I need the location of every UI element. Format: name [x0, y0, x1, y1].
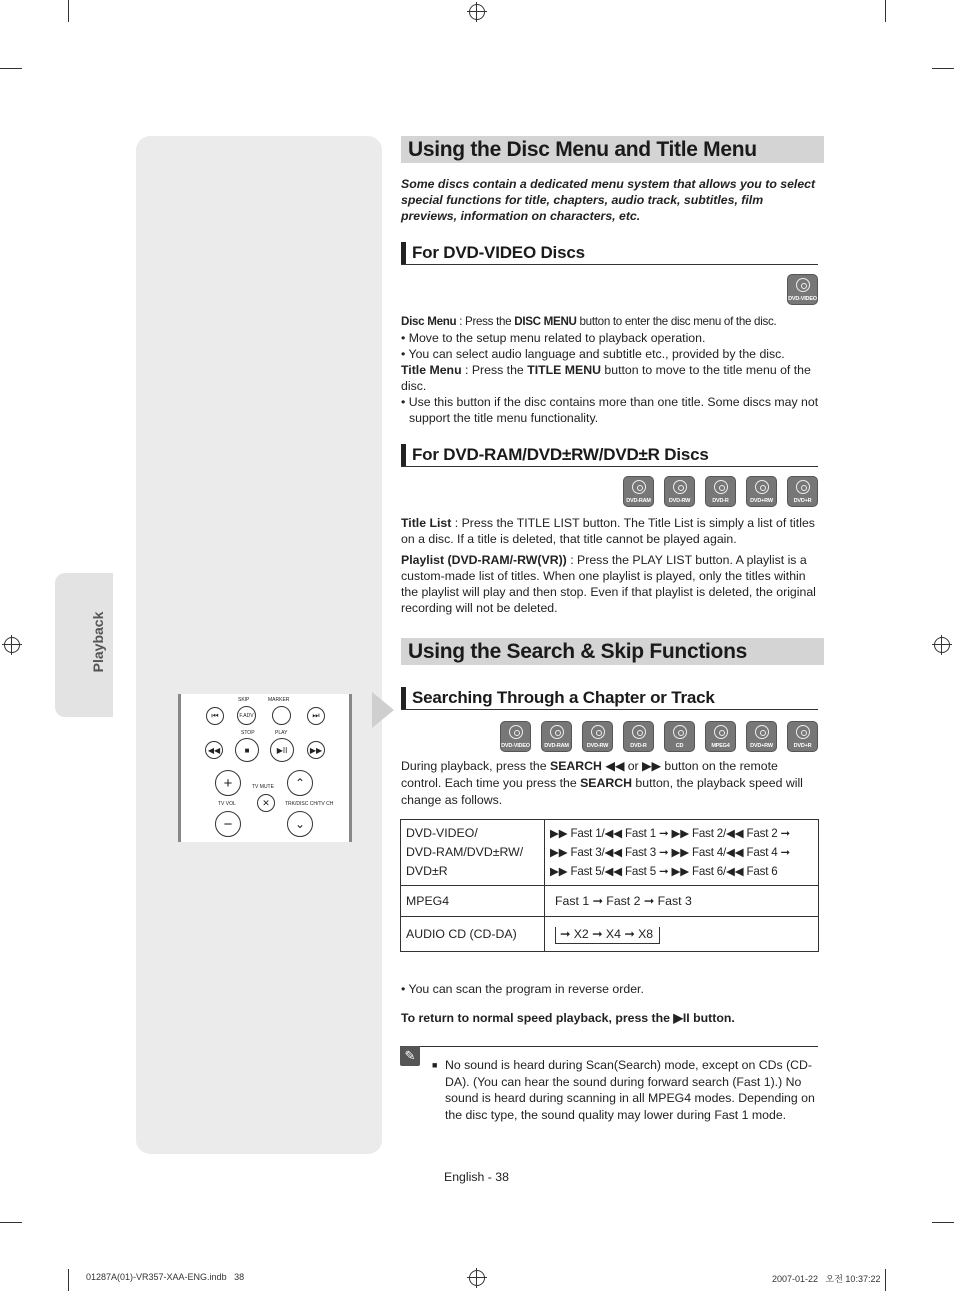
section-title: Using the Disc Menu and Title Menu: [408, 138, 757, 161]
crop-mark: [68, 1269, 69, 1291]
disc-icon-label: DVD+R: [793, 498, 812, 504]
crop-mark: [885, 1269, 886, 1291]
remote-label: STOP: [241, 730, 255, 736]
remote-control-illustration: [178, 694, 352, 842]
remote-label: MARKER: [268, 697, 290, 703]
disc-icon-label: MPEG4: [711, 743, 730, 749]
speed-line: Fast 1 ➞ Fast 2 ➞ Fast 3: [555, 893, 692, 908]
section-side-tab-label: Playback: [90, 611, 106, 673]
table-row: [401, 917, 819, 952]
remote-label: F.ADV: [239, 712, 254, 719]
dvd-rw-disc-icon: [664, 476, 695, 507]
crop-mark: [68, 0, 69, 22]
media-cell: DVD-VIDEO/ DVD-RAM/DVD±RW/ DVD±R: [401, 820, 545, 886]
disc-icon-label: DVD-R: [630, 743, 647, 749]
term: Playlist (DVD-RAM/-RW(VR)): [401, 553, 567, 567]
disc-icon-label: DVD-RAM: [626, 498, 651, 504]
file-info: 01287A(01)-VR357-XAA-ENG.indb 38: [86, 1272, 245, 1282]
search-forward-icon: ▶▶: [307, 741, 325, 759]
media-cell: AUDIO CD (CD-DA): [401, 917, 545, 952]
dvd-ram-disc-icon: [541, 721, 572, 752]
remote-label: TV MUTE: [252, 784, 274, 790]
heading-marker: [401, 687, 406, 709]
crop-mark: [932, 1222, 954, 1223]
note-pencil-icon: ✎: [400, 1046, 420, 1066]
bullet: • You can select audio language and subtitle etc., provided by the disc.: [401, 347, 785, 361]
stop-icon: ■: [235, 738, 259, 762]
table-row: [401, 886, 819, 917]
bullet-square-icon: ■: [432, 1060, 438, 1070]
disc-menu-description: [401, 314, 819, 426]
dvd-plus-rw-disc-icon: [746, 476, 777, 507]
skip-back-icon: ⏮: [206, 707, 224, 725]
text: button to enter the disc menu of the disc.: [576, 315, 777, 328]
dvd-plus-r-disc-icon: [787, 476, 818, 507]
crop-mark: [885, 0, 886, 22]
channel-up-icon: ⌃: [287, 770, 313, 796]
dvd-ram-disc-icon: [623, 476, 654, 507]
key-name: SEARCH: [580, 776, 633, 790]
section-title-bar: [401, 136, 824, 163]
text: : Press the: [456, 315, 515, 328]
return-instruction: To return to normal speed playback, press the ▶II button.: [401, 1011, 735, 1025]
dvd-plus-rw-disc-icon: [746, 721, 777, 752]
speed-cell: [545, 820, 819, 886]
mpeg4-disc-icon: [705, 721, 736, 752]
skip-forward-icon: ⏭: [307, 707, 325, 725]
dvd-r-disc-icon: [705, 476, 736, 507]
volume-down-icon: −: [215, 811, 241, 837]
dvd-video-disc-icon: [500, 721, 531, 752]
section-title: Using the Search & Skip Functions: [408, 640, 747, 663]
term: Title List: [401, 516, 452, 530]
subsection-heading-text: Searching Through a Chapter or Track: [412, 688, 715, 707]
speed-cell: [545, 886, 819, 917]
term: Title Menu: [401, 363, 462, 377]
disc-icon-label: DVD-RAM: [544, 743, 569, 749]
disc-icon-label: DVD-RW: [668, 498, 691, 504]
title-list-description: [401, 515, 819, 616]
section-title-bar: [401, 638, 824, 665]
dvd-video-disc-icon: [787, 274, 818, 305]
text: During playback, press the: [401, 759, 551, 773]
play-pause-icon: ▶II: [270, 738, 294, 762]
speed-line: ▶▶ Fast 3/◀◀ Fast 3 ➞ ▶▶ Fast 4/◀◀ Fast 4 ➞: [550, 846, 791, 859]
subsection-heading: [401, 687, 818, 710]
search-speed-table: [400, 819, 819, 952]
text: ◀◀ or ▶▶ button on the remote control. Each time you press the: [401, 759, 778, 790]
remote-label: TRK/DISC CH/TV CH: [285, 801, 334, 807]
subsection-heading: [401, 444, 818, 467]
disc-icon-label: DVD+RW: [750, 743, 773, 749]
text: : Press the TITLE LIST button. The Title List is simply a list of titles on a disc. If a title is deleted, that title cannot be played again.: [401, 516, 815, 546]
text: button to move to the title menu of the disc.: [401, 363, 811, 393]
reverse-note: • You can scan the program in reverse order.: [401, 982, 644, 996]
disc-icon-label: DVD+R: [793, 743, 812, 749]
remote-label: TV VOL: [218, 801, 236, 807]
disc-icon-label: DVD-VIDEO: [501, 743, 530, 749]
text: button, the playback speed will change as follows.: [401, 776, 803, 807]
remote-label: PLAY: [275, 730, 288, 736]
table-row: [401, 820, 819, 886]
disc-icon-label: CD: [675, 743, 684, 749]
heading-marker: [401, 444, 406, 466]
cd-disc-icon: [664, 721, 695, 752]
marker-button: [272, 706, 291, 725]
speed-line: ▶▶ Fast 1/◀◀ Fast 1 ➞ ▶▶ Fast 2/◀◀ Fast 2 ➞: [550, 827, 791, 840]
disc-icon-label: DVD+RW: [750, 498, 773, 504]
crop-mark: [932, 68, 954, 69]
dvd-plus-r-disc-icon: [787, 721, 818, 752]
note-text: No sound is heard during Scan(Search) mode, except on CDs (CD-DA). (You can hear the sound during forward search (Fast 1).) No sound is heard during scanning in all MPEG4 modes. Depending on the disc type, the sound quality may lower during Fast 1 mode.: [445, 1058, 815, 1122]
registration-mark-icon: [4, 637, 20, 653]
crop-mark: [0, 68, 22, 69]
fadv-button: [237, 706, 256, 725]
remote-label: SKIP: [238, 697, 250, 703]
key-name: SEARCH: [550, 759, 602, 773]
speed-cell: [545, 917, 819, 952]
media-cell: MPEG4: [401, 886, 545, 917]
heading-marker: [401, 242, 406, 264]
bullet: • Move to the setup menu related to playback operation.: [401, 331, 706, 345]
search-back-icon: ◀◀: [205, 741, 223, 759]
search-instructions: [401, 758, 819, 809]
bullet: • Use this button if the disc contains more than one title. Some discs may not support the title menu functionality.: [401, 395, 819, 425]
registration-mark-icon: [934, 637, 950, 653]
dvd-rw-disc-icon: [582, 721, 613, 752]
page-number: English - 38: [444, 1170, 509, 1184]
note-divider: [400, 1046, 818, 1047]
speed-line: ▶▶ Fast 5/◀◀ Fast 5 ➞ ▶▶ Fast 6/◀◀ Fast 6: [550, 865, 778, 878]
text: : Press the PLAY LIST button. A playlist is a custom-made list of titles. When one playlist is played, only the titles within the playlist will play and then stop. Even if that playlist is deleted, the original recording will not be deleted.: [401, 553, 816, 615]
key-name: DISC MENU: [514, 315, 577, 328]
pointer-arrow-icon: [372, 692, 394, 728]
crop-mark: [0, 1222, 22, 1223]
volume-up-icon: +: [215, 770, 241, 796]
subsection-heading-text: For DVD-RAM/DVD±RW/DVD±R Discs: [412, 445, 709, 464]
subsection-heading: [401, 242, 818, 265]
channel-down-icon: ⌄: [287, 811, 313, 837]
speed-line: ➞ X2 ➞ X4 ➞ X8: [555, 927, 660, 944]
disc-icon-label: DVD-RW: [586, 743, 609, 749]
intro-paragraph: Some discs contain a dedicated menu system that allows you to select special functions for title, chapters, audio track, subtitles, film previews, information on characters, etc.: [401, 177, 816, 223]
print-timestamp: 2007-01-22 오전 10:37:22: [772, 1274, 881, 1284]
subsection-heading-text: For DVD-VIDEO Discs: [412, 243, 585, 262]
registration-mark-icon: [469, 4, 485, 20]
mute-icon: ✕: [257, 794, 275, 812]
registration-mark-icon: [469, 1270, 485, 1286]
key-name: TITLE MENU: [527, 363, 601, 377]
left-margin-panel: [136, 136, 382, 1154]
dvd-r-disc-icon: [623, 721, 654, 752]
disc-icon-label: DVD-VIDEO: [788, 296, 817, 302]
term: Disc Menu: [401, 315, 457, 328]
text: : Press the: [461, 363, 528, 377]
disc-icon-label: DVD-R: [712, 498, 729, 504]
